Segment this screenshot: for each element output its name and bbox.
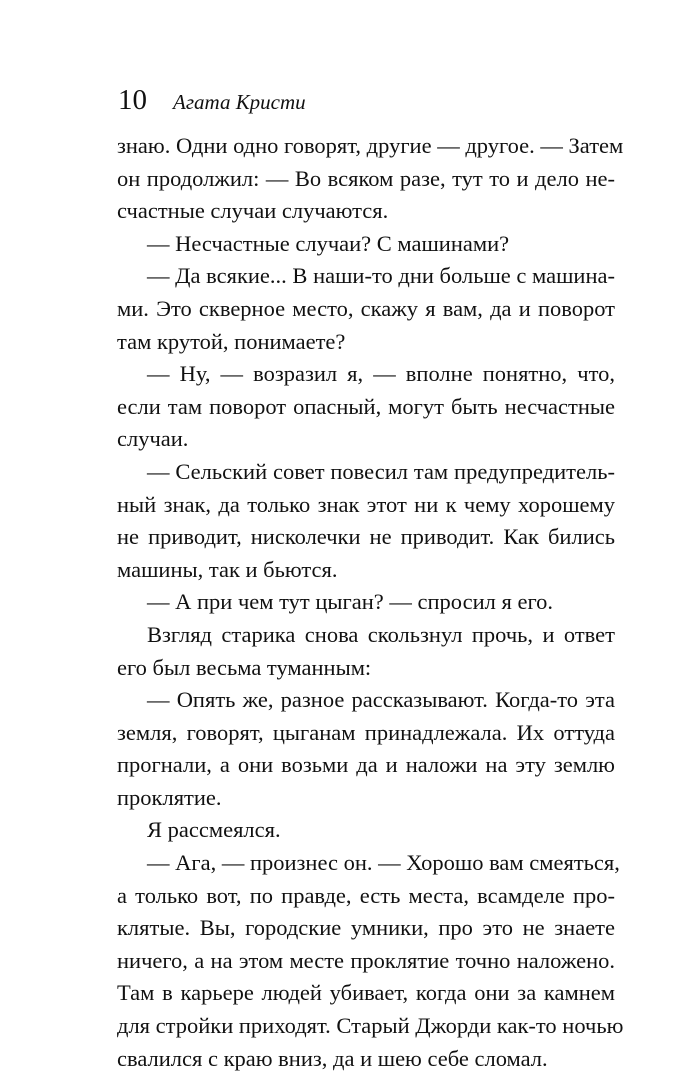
text-line: — Несчастные случаи? С машинами? <box>147 230 510 256</box>
text-line: Я рассмеялся. <box>147 817 281 843</box>
text-line: для стройки приходят. Старый Джорди как-то ночью <box>117 1013 624 1039</box>
text-line: — Опять же, разное рассказывают. Когда-то эта <box>147 687 615 713</box>
text-line: если там поворот опасный, могут быть несчастные <box>117 393 615 419</box>
text-line: — А при чем тут цыган? — спросил я его. <box>147 589 553 615</box>
text-line: машины, так и бьются. <box>117 556 338 582</box>
page-number: 10 <box>118 84 147 116</box>
text-line: случаи. <box>117 426 189 452</box>
text-line: Там в карьере людей убивает, когда они за камнем <box>117 980 615 1006</box>
text-line: свалился с краю вниз, да и шею себе сломал. <box>117 1045 548 1071</box>
running-title: Агата Кристи <box>173 90 306 114</box>
text-line: земля, говорят, цыганам принадлежала. Их оттуда <box>117 719 615 745</box>
text-line: ный знак, да только знак этот ни к чему хорошему <box>117 491 615 517</box>
text-line: счастные случаи случаются. <box>117 198 389 224</box>
text-line: — Да всякие... В наши-то дни больше с машина- <box>147 263 615 289</box>
text-line: прогнали, а они возьми да и наложи на эту землю <box>117 752 615 778</box>
text-line: его был весьма туманным: <box>117 654 372 680</box>
text-line: а только вот, по правде, есть места, всамделе про- <box>117 882 615 908</box>
text-line: он продолжил: — Во всяком разе, тут то и дело не- <box>117 165 615 191</box>
text-line: — Ну, — возразил я, — вполне понятно, что, <box>147 361 615 387</box>
text-line: там крутой, понимаете? <box>117 328 346 354</box>
text-line: знаю. Одни одно говорят, другие — другое. — Затем <box>117 133 624 158</box>
text-line: не приводит, нисколечки не приводит. Как бились <box>117 524 615 550</box>
text-line: проклятие. <box>117 784 222 810</box>
text-line: Взгляд старика снова скользнул прочь, и ответ <box>147 621 615 647</box>
running-head <box>118 84 306 118</box>
body-text <box>117 130 624 1075</box>
text-line: — Ага, — произнес он. — Хорошо вам смеяться, <box>147 850 620 876</box>
text-line: клятые. Вы, городские умники, про это не знаете <box>117 915 615 941</box>
text-line: — Сельский совет повесил там предупредитель- <box>147 458 615 484</box>
text-line: ми. Это скверное место, скажу я вам, да и поворот <box>117 295 615 321</box>
text-line: ничего, а на этом месте проклятие точно наложено. <box>117 947 615 973</box>
